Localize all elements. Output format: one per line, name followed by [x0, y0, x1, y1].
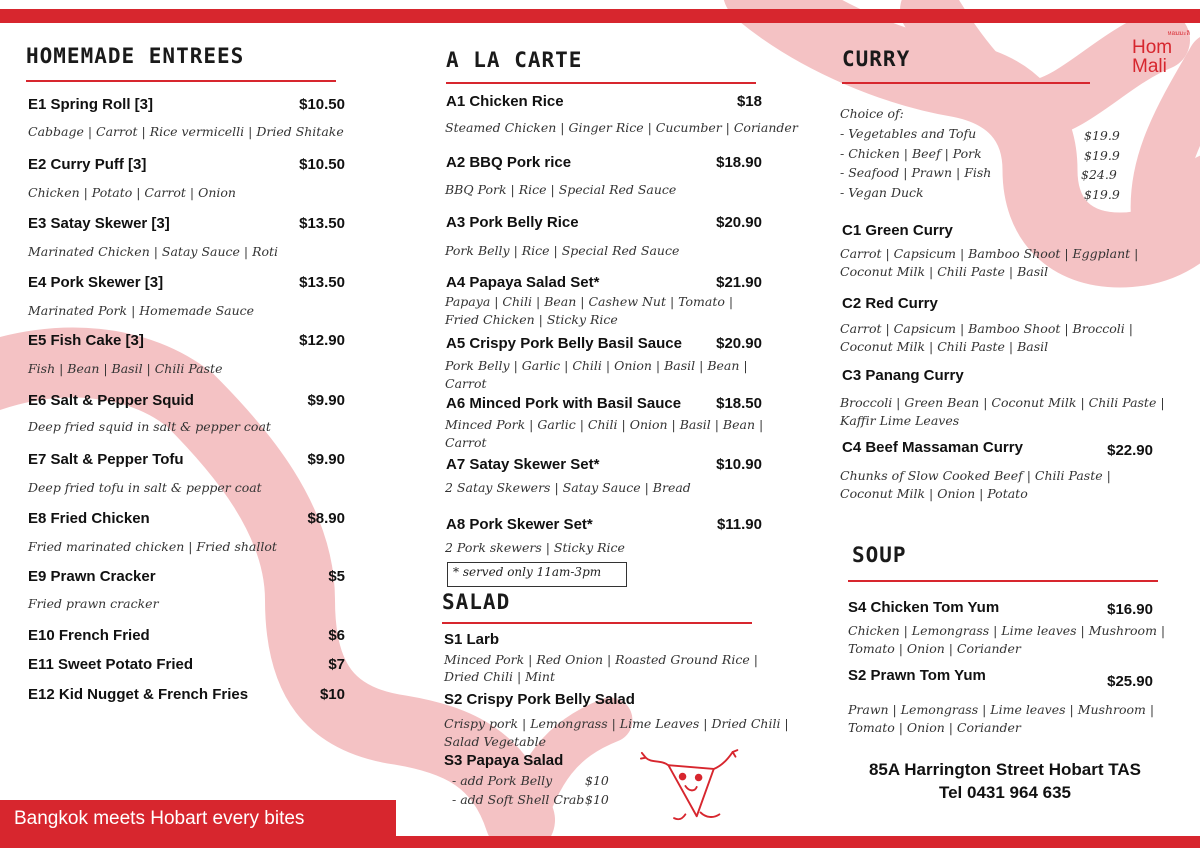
entree-price: $9.90: [307, 392, 345, 409]
curry-name: C3 Panang Curry: [842, 367, 964, 384]
entree-name: E7 Salt & Pepper Tofu: [28, 451, 184, 468]
entree-desc: Fried marinated chicken | Fried shallot: [28, 539, 277, 554]
alacarte-desc: 2 Satay Skewers | Satay Sauce | Bread: [445, 480, 691, 495]
curry-name: C4 Beef Massaman Curry: [842, 439, 1023, 456]
curry-choice-label: Choice of:: [840, 106, 904, 121]
curry-heading-rule: [842, 82, 1090, 84]
top-accent-bar: [0, 9, 1200, 23]
soup-price: $25.90: [1107, 673, 1153, 690]
alacarte-desc: Carrot: [445, 435, 487, 450]
entrees-heading-rule: [26, 80, 336, 82]
entree-name: E8 Fried Chicken: [28, 510, 150, 527]
curry-desc: Coconut Milk | Chili Paste | Basil: [840, 264, 1049, 279]
alacarte-name: A8 Pork Skewer Set*: [446, 516, 593, 533]
entrees-heading: HOMEMADE ENTREES: [26, 44, 245, 68]
entree-name: E5 Fish Cake [3]: [28, 332, 144, 349]
alacarte-price: $18.50: [716, 395, 762, 412]
entree-name: E10 French Fried: [28, 627, 150, 644]
alacarte-price: $20.90: [716, 335, 762, 352]
curry-choice: - Vegan Duck: [840, 185, 924, 200]
soup-heading-rule: [848, 580, 1158, 582]
addon-price: $10: [585, 792, 609, 807]
alacarte-desc: Minced Pork | Garlic | Chili | Onion | Basil | Bean |: [445, 417, 764, 432]
curry-desc: Carrot | Capsicum | Bamboo Shoot | Eggplant |: [840, 246, 1139, 261]
alacarte-desc: Fried Chicken | Sticky Rice: [445, 312, 618, 327]
curry-heading: CURRY: [842, 47, 911, 71]
logo-line-2: Mali: [1132, 56, 1167, 77]
soup-desc: Chicken | Lemongrass | Lime leaves | Mushroom |: [848, 623, 1166, 638]
restaurant-address: 85A Harrington Street Hobart TAS: [868, 760, 1142, 779]
alacarte-name: A1 Chicken Rice: [446, 93, 564, 110]
addon-label: - add Soft Shell Crab: [452, 792, 585, 807]
entree-price: $8.90: [307, 510, 345, 527]
entree-price: $6: [328, 627, 345, 644]
entree-price: $10: [319, 686, 345, 703]
curry-name: C2 Red Curry: [842, 295, 938, 312]
curry-choice: - Seafood | Prawn | Fish: [840, 165, 992, 180]
soup-name: S4 Chicken Tom Yum: [848, 599, 1000, 616]
alacarte-desc: Papaya | Chili | Bean | Cashew Nut | Tomato |: [445, 294, 734, 309]
alacarte-desc: Pork Belly | Rice | Special Red Sauce: [445, 243, 680, 258]
entree-desc: Cabbage | Carrot | Rice vermicelli | Dried Shitake: [28, 124, 344, 139]
curry-desc: Broccoli | Green Bean | Coconut Milk | Chili Paste |: [840, 395, 1165, 410]
alacarte-heading: A LA CARTE: [446, 48, 583, 72]
alacarte-price: $21.90: [716, 274, 762, 291]
logo-thai-text: หอมมะลิ: [1167, 30, 1190, 37]
entree-price: $9.90: [307, 451, 345, 468]
entree-name: E9 Prawn Cracker: [28, 568, 156, 585]
entree-price: $5: [328, 568, 345, 585]
alacarte-name: A3 Pork Belly Rice: [446, 214, 579, 231]
alacarte-desc: BBQ Pork | Rice | Special Red Sauce: [445, 182, 677, 197]
curry-choice-price: $19.9: [1084, 148, 1120, 163]
curry-desc: Carrot | Capsicum | Bamboo Shoot | Broccoli |: [840, 321, 1133, 336]
salad-desc: Crispy pork | Lemongrass | Lime Leaves | Dried Chili |: [444, 716, 789, 731]
dancing-mascot-illustration: [640, 748, 744, 824]
curry-choice: - Vegetables and Tofu: [840, 126, 977, 141]
salad-name: S2 Crispy Pork Belly Salad: [444, 691, 635, 708]
alacarte-price: $10.90: [716, 456, 762, 473]
curry-price: $22.90: [1107, 442, 1153, 459]
entree-name: E12 Kid Nugget & French Fries: [28, 686, 249, 703]
curry-choice: - Chicken | Beef | Pork: [840, 146, 982, 161]
soup-desc: Tomato | Onion | Coriander: [848, 641, 1021, 656]
entree-name: E6 Salt & Pepper Squid: [28, 392, 194, 409]
soup-desc: Tomato | Onion | Coriander: [848, 720, 1021, 735]
entree-desc: Marinated Pork | Homemade Sauce: [28, 303, 255, 318]
serving-hours-note: * served only 11am-3pm: [447, 562, 627, 587]
curry-desc: Chunks of Slow Cooked Beef | Chili Paste |: [840, 468, 1111, 483]
alacarte-price: $20.90: [716, 214, 762, 231]
entree-desc: Fried prawn cracker: [28, 596, 159, 611]
alacarte-desc: 2 Pork skewers | Sticky Rice: [445, 540, 625, 555]
salad-name: S3 Papaya Salad: [444, 752, 564, 769]
curry-choice-price: $19.9: [1084, 187, 1120, 202]
entree-desc: Chicken | Potato | Carrot | Onion: [28, 185, 236, 200]
tagline-banner: Bangkok meets Hobart every bites: [0, 800, 396, 838]
entree-name: E3 Satay Skewer [3]: [28, 215, 170, 232]
entree-desc: Deep fried tofu in salt & pepper coat: [28, 480, 262, 495]
entree-price: $13.50: [299, 274, 345, 291]
entree-name: E1 Spring Roll [3]: [28, 96, 154, 113]
alacarte-price: $18.90: [716, 154, 762, 171]
entree-price: $13.50: [299, 215, 345, 232]
soup-desc: Prawn | Lemongrass | Lime leaves | Mushroom |: [848, 702, 1155, 717]
alacarte-name: A4 Papaya Salad Set*: [446, 274, 600, 291]
salad-heading: SALAD: [442, 590, 511, 614]
entree-desc: Marinated Chicken | Satay Sauce | Roti: [28, 244, 279, 259]
curry-desc: Coconut Milk | Onion | Potato: [840, 486, 1028, 501]
entree-price: $10.50: [299, 156, 345, 173]
soup-name: S2 Prawn Tom Yum: [848, 667, 986, 684]
alacarte-name: A2 BBQ Pork rice: [446, 154, 572, 171]
logo-line-1: Hom: [1132, 37, 1173, 58]
curry-name: C1 Green Curry: [842, 222, 953, 239]
entree-name: E2 Curry Puff [3]: [28, 156, 147, 173]
alacarte-name: A6 Minced Pork with Basil Sauce: [446, 395, 682, 412]
alacarte-price: $11.90: [716, 516, 762, 533]
curry-choice-price: $19.9: [1084, 128, 1120, 143]
alacarte-name: A7 Satay Skewer Set*: [446, 456, 600, 473]
addon-price: $10: [585, 773, 609, 788]
soup-heading: SOUP: [852, 543, 907, 567]
entree-desc: Fish | Bean | Basil | Chili Paste: [28, 361, 223, 376]
curry-desc: Coconut Milk | Chili Paste | Basil: [840, 339, 1049, 354]
alacarte-desc: Pork Belly | Garlic | Chili | Onion | Basil | Bean |: [445, 358, 748, 373]
entree-desc: Deep fried squid in salt & pepper coat: [28, 419, 271, 434]
curry-choice-price: $24.9: [1081, 167, 1117, 182]
restaurant-logo: [1132, 28, 1190, 76]
alacarte-name: A5 Crispy Pork Belly Basil Sauce: [446, 335, 682, 352]
salad-desc: Minced Pork | Red Onion | Roasted Ground Rice |: [444, 652, 758, 667]
entree-name: E11 Sweet Potato Fried: [28, 656, 194, 673]
entree-price: $12.90: [299, 332, 345, 349]
addon-label: - add Pork Belly: [452, 773, 553, 788]
soup-price: $16.90: [1107, 601, 1153, 618]
salad-desc: Dried Chili | Mint: [444, 669, 556, 684]
curry-desc: Kaffir Lime Leaves: [840, 413, 960, 428]
restaurant-phone: Tel 0431 964 635: [938, 783, 1071, 802]
salad-name: S1 Larb: [444, 631, 500, 648]
salad-desc: Salad Vegetable: [444, 734, 546, 749]
alacarte-desc: Carrot: [445, 376, 487, 391]
alacarte-desc: Steamed Chicken | Ginger Rice | Cucumber | Coriander: [445, 120, 798, 135]
entree-name: E4 Pork Skewer [3]: [28, 274, 164, 291]
salad-heading-rule: [442, 622, 752, 624]
alacarte-price: $18: [736, 93, 762, 110]
alacarte-heading-rule: [446, 82, 756, 84]
entree-price: $7: [328, 656, 345, 673]
entree-price: $10.50: [299, 96, 345, 113]
